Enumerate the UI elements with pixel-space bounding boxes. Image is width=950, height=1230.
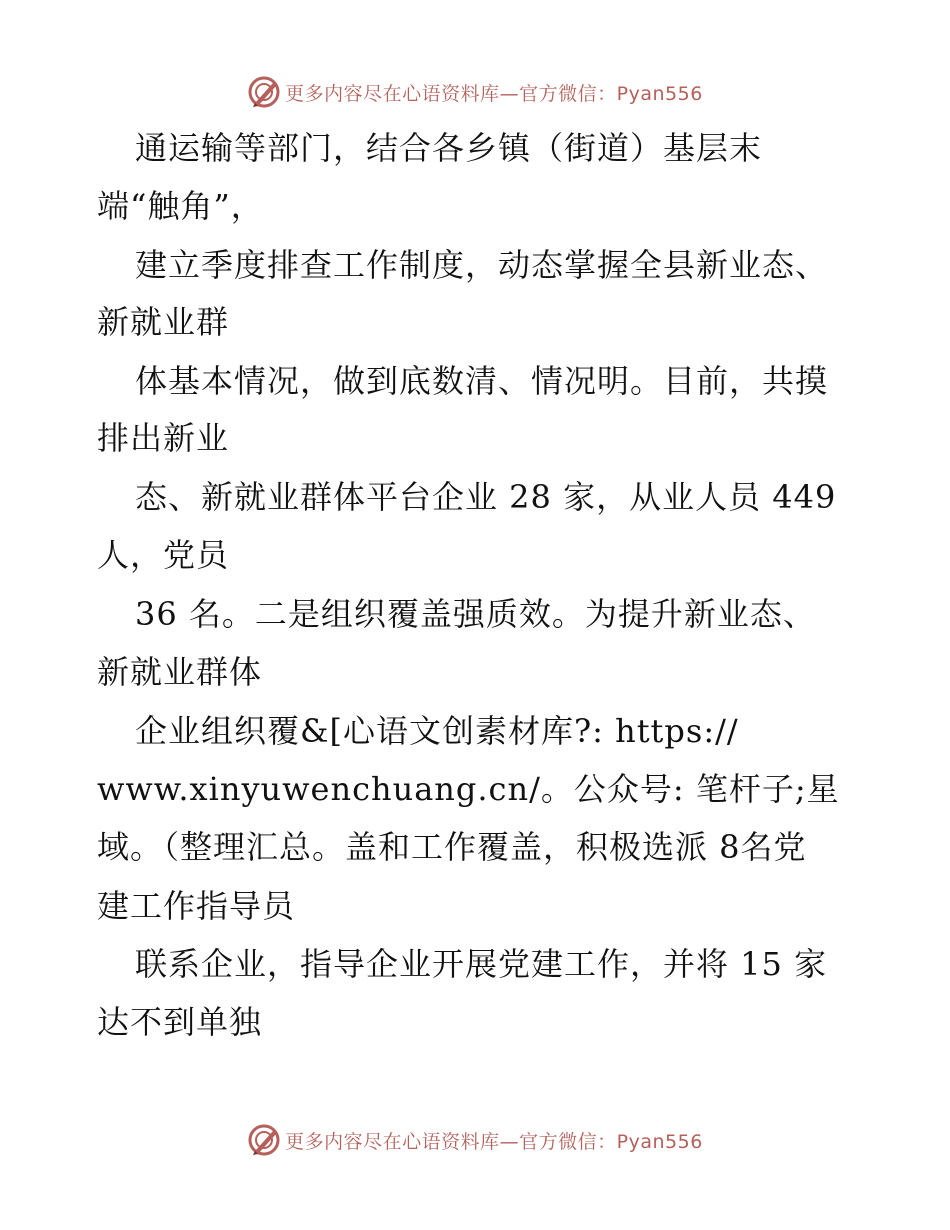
body-line: 建工作指导员 — [97, 887, 296, 925]
body-line: 态、新就业群体平台企业 28 家，从业人员 449 — [135, 478, 837, 516]
body-line: 端“触角”， — [97, 187, 264, 225]
body-line: 新就业群 — [97, 303, 230, 341]
body-line: 体基本情况，做到底数清、情况明。目前，共摸 — [135, 362, 829, 400]
body-line: 达不到单独 — [97, 1003, 263, 1041]
pen-logo-icon — [247, 75, 281, 109]
body-line: 新就业群体 — [97, 653, 263, 691]
body-line: 企业组织覆&[心语文创素材库?: https:// — [135, 712, 739, 750]
body-line: 联系企业，指导企业开展党建工作，并将 15 家 — [135, 945, 828, 983]
body-line: 域。（整理汇总。盖和工作覆盖，积极选派 8名党 — [97, 828, 807, 866]
header-banner-text: 更多内容尽在心语资料库—官方微信：Pyan556 — [285, 82, 703, 105]
pen-logo-icon — [247, 1123, 281, 1157]
header-banner — [0, 72, 950, 112]
body-line: 人，党员 — [97, 536, 230, 574]
body-line: 通运输等部门，结合各乡镇（街道）基层末 — [135, 129, 763, 167]
body-line: 排出新业 — [97, 419, 230, 457]
body-line: 建立季度排查工作制度，动态掌握全县新业态、 — [135, 246, 829, 284]
footer-banner — [0, 1120, 950, 1160]
body-line: www.xinyuwenchuang.cn/。公众号: 笔杆子;星 — [97, 770, 840, 808]
footer-banner-text: 更多内容尽在心语资料库—官方微信：Pyan556 — [285, 1130, 703, 1153]
body-line: 36 名。二是组织覆盖强质效。为提升新业态、 — [135, 595, 816, 633]
